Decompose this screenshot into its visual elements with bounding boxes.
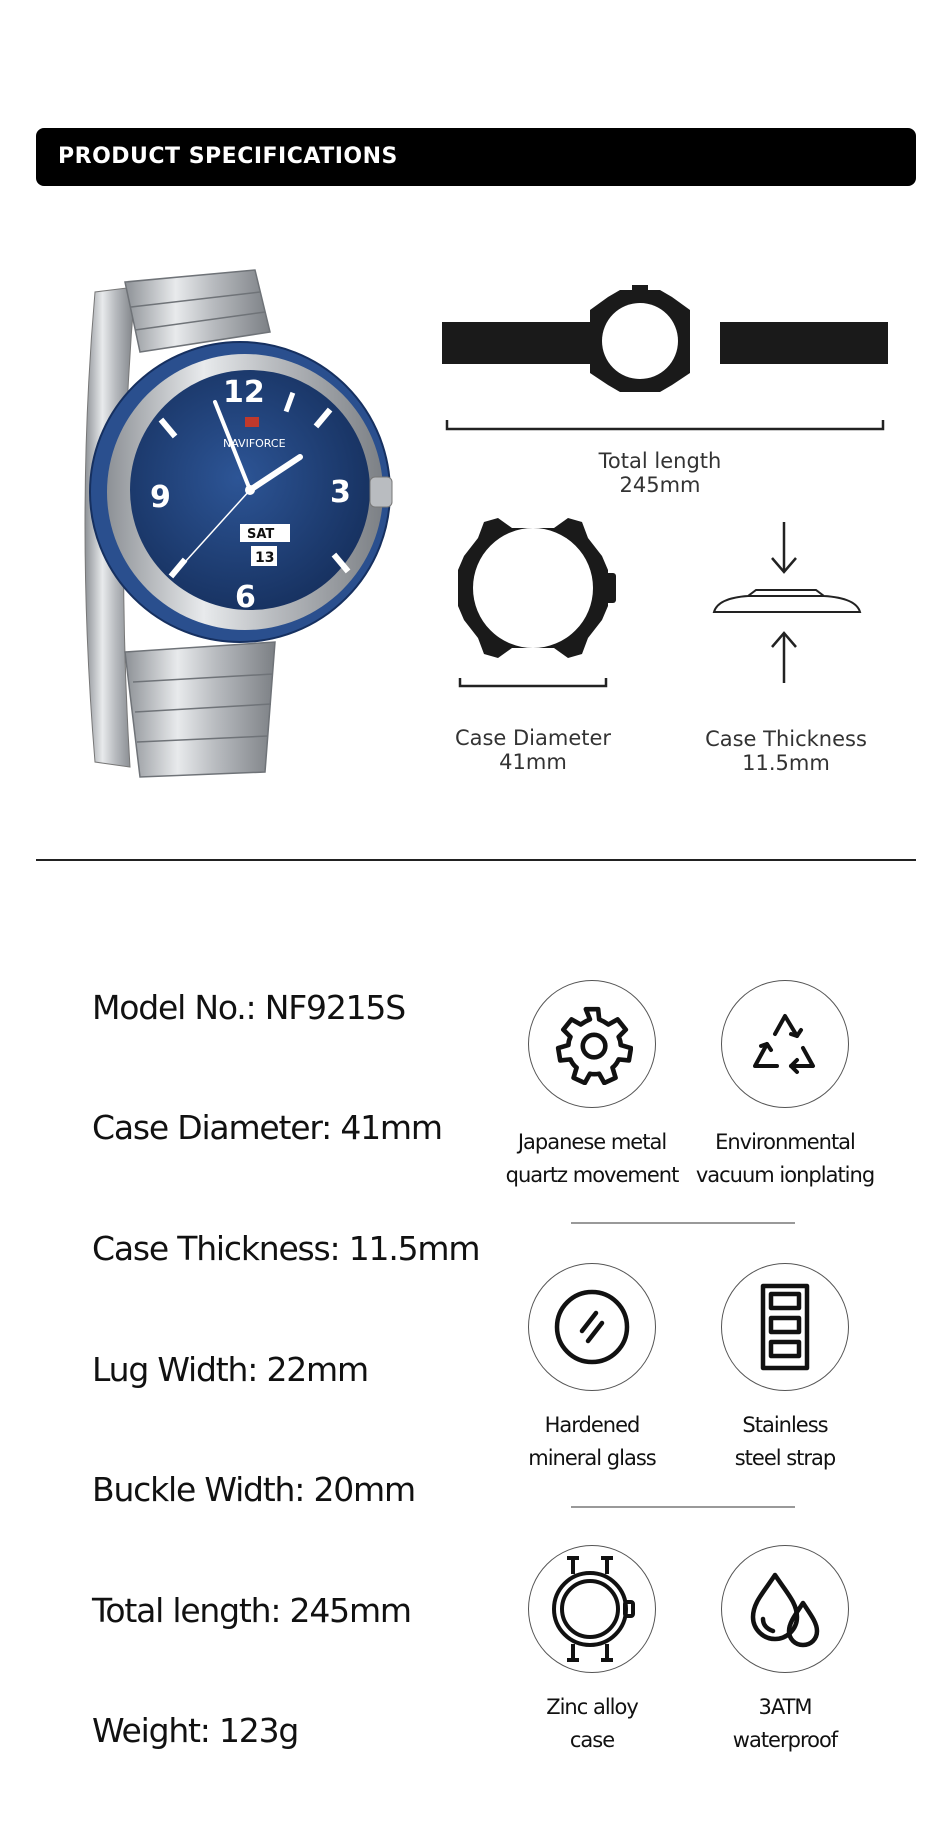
feature-separator (571, 1222, 795, 1224)
section-title: PRODUCT SPECIFICATIONS (58, 144, 398, 169)
case-thickness-label: Case Thickness 11.5mm (705, 727, 867, 775)
strap-icon (745, 1282, 825, 1372)
brand-logo-text: NAVIFORCE (223, 437, 286, 450)
feature-case: Zinc alloy case (497, 1545, 687, 1757)
total-length-label: Total length 245mm (598, 449, 722, 497)
case-diameter-diagram (458, 508, 618, 694)
feature-plating: Environmental vacuum ionplating (690, 980, 880, 1192)
watch-case-icon (549, 1554, 635, 1664)
svg-text:3: 3 (330, 475, 351, 510)
spec-model-number: Model No.: NF9215S (92, 988, 405, 1027)
spec-weight: Weight: 123g (92, 1711, 299, 1750)
spec-case-thickness: Case Thickness: 11.5mm (92, 1229, 480, 1268)
feature-waterproof: 3ATM waterproof (690, 1545, 880, 1757)
recycle-icon (745, 1004, 825, 1084)
svg-text:9: 9 (150, 480, 171, 515)
spec-lug-width: Lug Width: 22mm (92, 1350, 368, 1389)
case-thickness-diagram (708, 520, 868, 685)
feature-glass: Hardened mineral glass (497, 1263, 687, 1475)
spec-case-diameter: Case Diameter: 41mm (92, 1108, 442, 1147)
watch-product-image (55, 262, 405, 782)
svg-text:6: 6 (235, 580, 256, 615)
feature-strap: Stainless steel strap (690, 1263, 880, 1475)
strap-length-diagram (440, 285, 900, 435)
spec-total-length: Total length: 245mm (92, 1591, 411, 1630)
section-header (36, 128, 916, 186)
water-drops-icon (745, 1569, 825, 1649)
spec-buckle-width: Buckle Width: 20mm (92, 1470, 415, 1509)
feature-movement: Japanese metal quartz movement (497, 980, 687, 1192)
case-diameter-label: Case Diameter 41mm (454, 726, 612, 774)
feature-separator (571, 1506, 795, 1508)
dial-date: 13 (255, 550, 275, 566)
glass-icon (552, 1287, 632, 1367)
section-divider (36, 859, 916, 861)
gear-icon (551, 1003, 633, 1085)
svg-text:12: 12 (223, 375, 265, 410)
dial-day: SAT (247, 527, 275, 542)
